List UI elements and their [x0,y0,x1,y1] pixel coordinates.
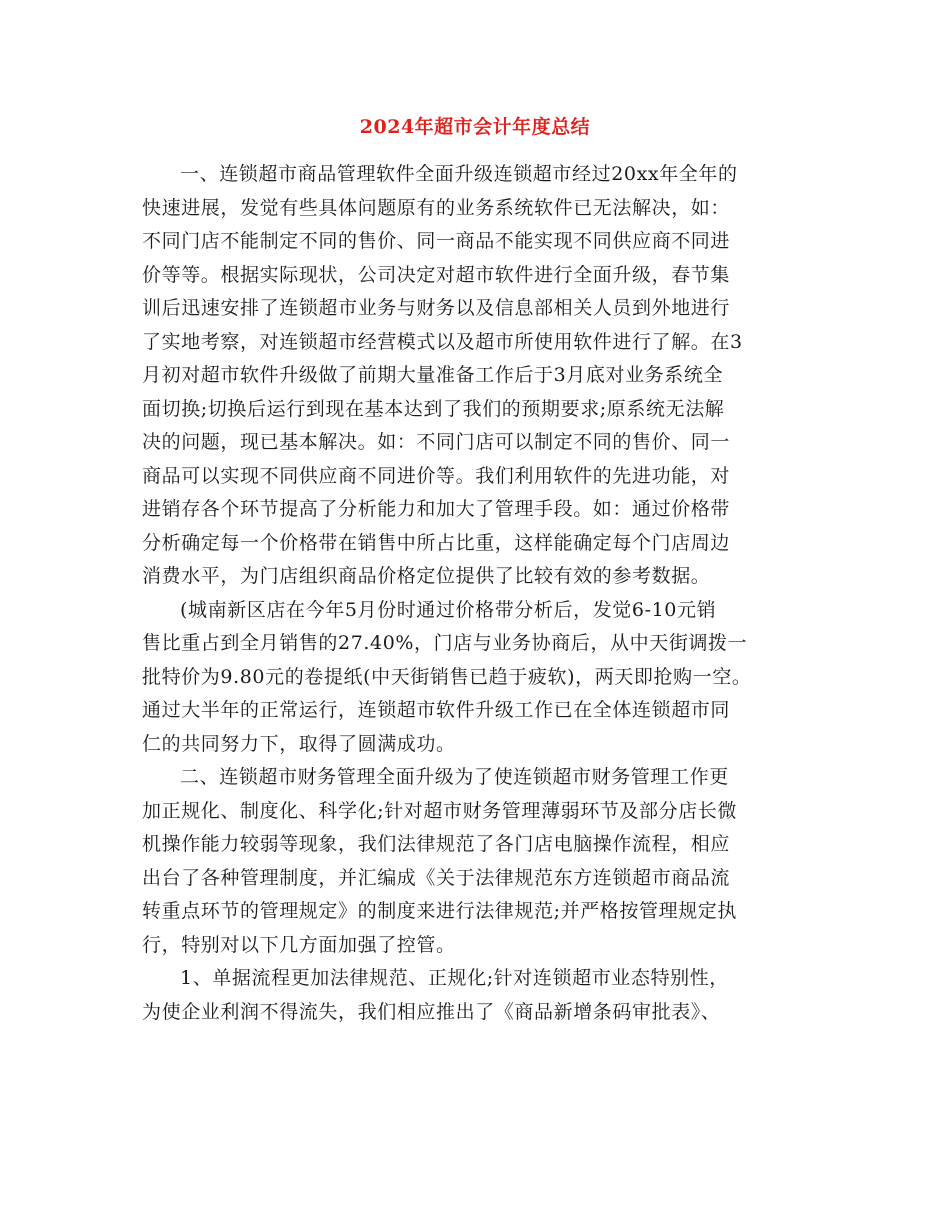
document-title: 2024年超市会计年度总结 [359,116,591,138]
text-line: 训后迅速安排了连锁超市业务与财务以及信息部相关人员到外地进行 [142,297,731,319]
text-line: 售比重占到全月销售的27.40%，门店与业务协商后，从中天街调拨一 [142,632,748,654]
text-line: 进销存各个环节提高了分析能力和加大了管理手段。如：通过价格带 [142,498,731,520]
document-body [142,158,812,1029]
text-line: 一、连锁超市商品管理软件全面升级连锁超市经过20xx年全年的 [180,163,738,185]
text-line: (城南新区店在今年5月份时通过价格带分析后，发觉6-10元销 [180,598,717,621]
text-line: 出台了各种管理制度，并汇编成《关于法律规范东方连锁超市商品流 [142,866,731,889]
text-line: 二、连锁超市财务管理全面升级为了使连锁超市财务管理工作更 [180,766,729,788]
text-line: 1、单据流程更加法律规范、正规化;针对连锁超市业态特别性， [180,967,729,989]
text-line: 决的问题，现已基本解决。如：不同门店可以制定不同的售价、同一 [142,431,731,453]
text-line: 转重点环节的管理规定》的制度来进行法律规范;并严格按管理规定执 [142,900,738,922]
text-line: 月初对超市软件升级做了前期大量准备工作后于3月底对业务系统全 [142,364,724,386]
text-line: 加正规化、制度化、科学化;针对超市财务管理薄弱环节及部分店长微 [142,799,738,822]
text-line: 了实地考察，对连锁超市经营模式以及超市所使用软件进行了解。在3 [142,330,743,353]
text-line: 仁的共同努力下，取得了圆满成功。 [142,732,456,755]
text-line: 通过大半年的正常运行，连锁超市软件升级工作已在全体连锁超市同 [142,699,731,721]
text-line: 价等等。根据实际现状，公司决定对超市软件进行全面升级，春节集 [142,263,731,286]
text-line: 快速进展，发觉有些具体问题原有的业务系统软件已无法解决，如： [142,196,731,219]
text-line: 不同门店不能制定不同的售价、同一商品不能实现不同供应商不同进 [142,230,731,252]
text-line: 分析确定每一个价格带在销售中所占比重，这样能确定每个门店周边 [142,531,731,554]
text-line: 为使企业利润不得流失，我们相应推出了《商品新增条码审批表》、 [142,1000,721,1023]
text-line: 商品可以实现不同供应商不同进价等。我们利用软件的先进功能，对 [142,464,731,487]
text-line: 机操作能力较弱等现象，我们法律规范了各门店电脑操作流程，相应 [142,833,731,855]
text-line: 批特价为9.80元的卷提纸(中天街销售已趋于疲软)，两天即抢购一空。 [142,665,752,688]
text-line: 面切换;切换后运行到现在基本达到了我们的预期要求;原系统无法解 [142,397,725,420]
text-line: 行，特别对以下几方面加强了控管。 [142,933,456,956]
text-line: 消费水平，为门店组织商品价格定位提供了比较有效的参考数据。 [142,565,711,587]
